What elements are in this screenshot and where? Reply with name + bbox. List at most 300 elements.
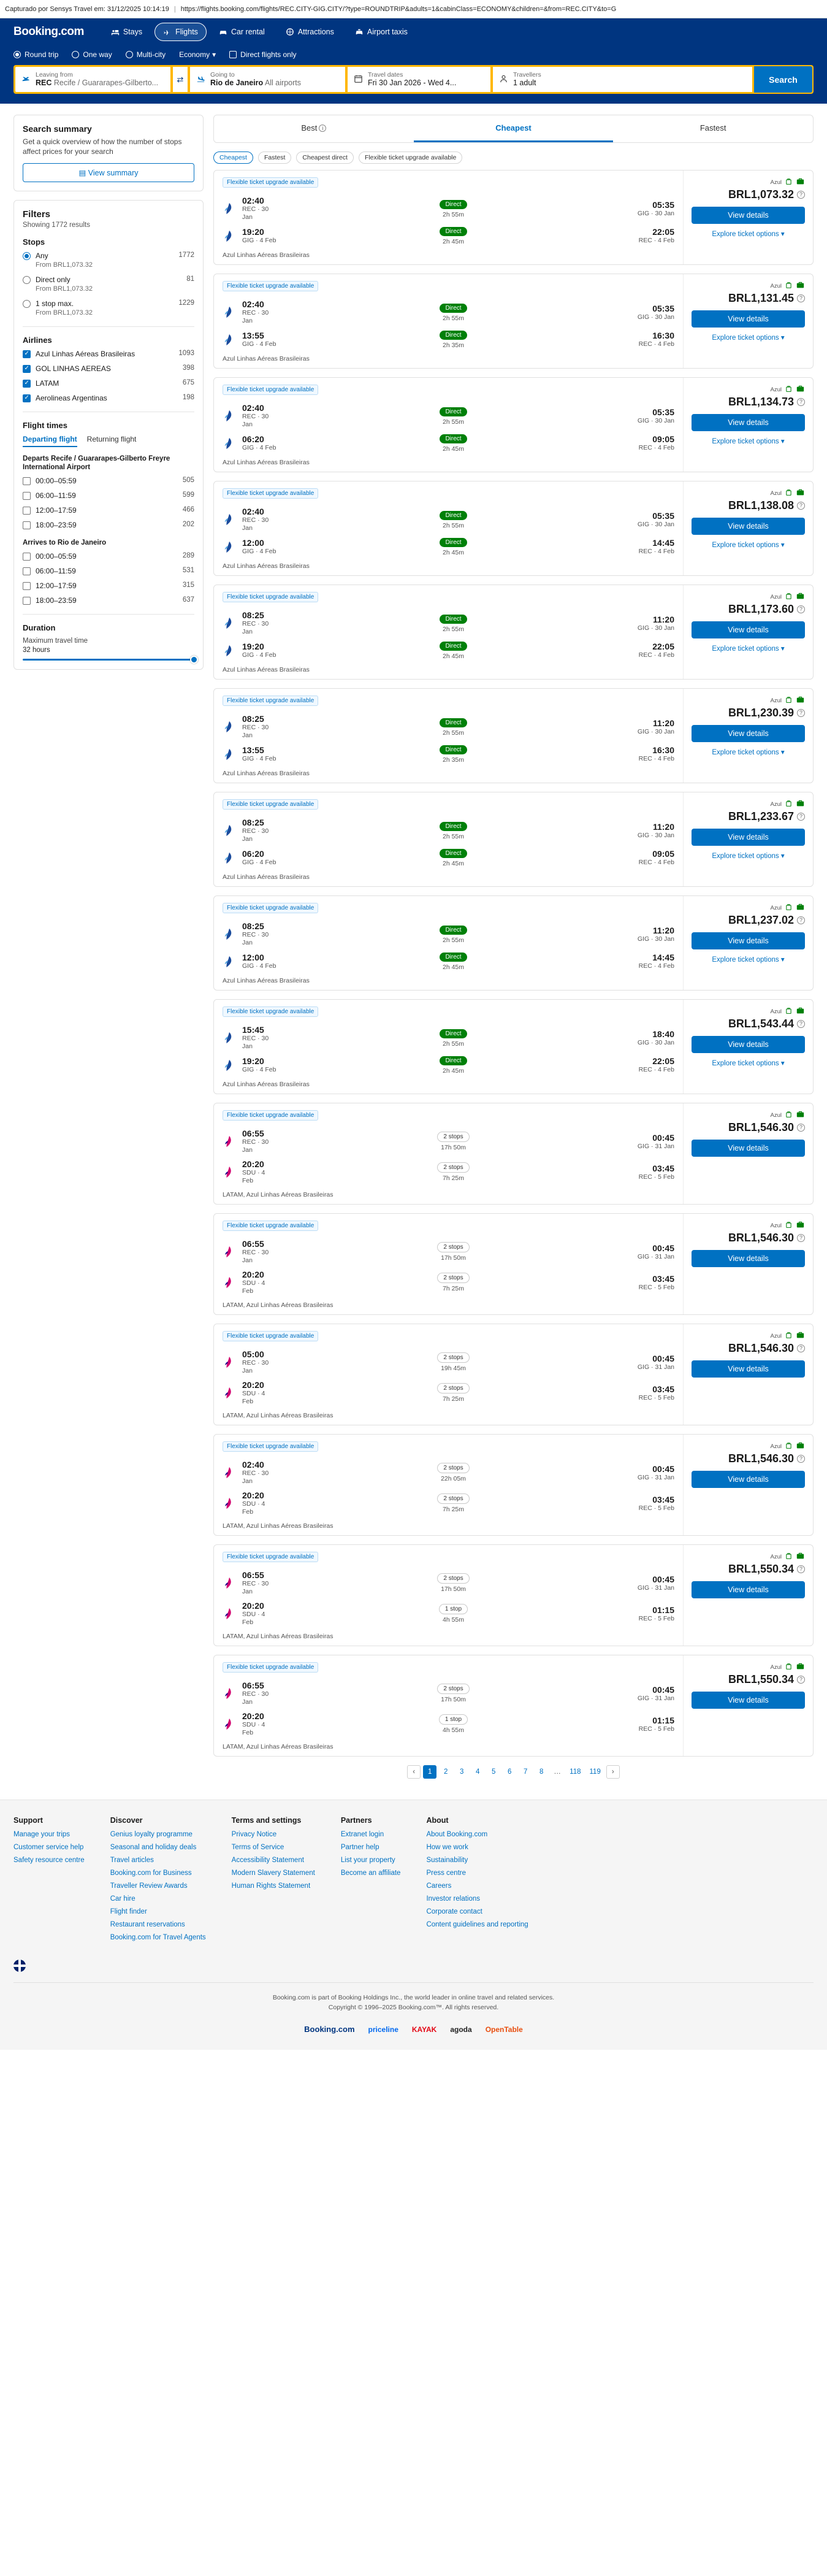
trip-type-round-trip[interactable] <box>13 50 58 59</box>
footer-link[interactable]: Become an affiliate <box>340 1869 401 1877</box>
price-info-icon[interactable]: ? <box>797 916 805 924</box>
arrive-time-2[interactable] <box>23 581 194 591</box>
flight-result-card[interactable] <box>213 688 814 783</box>
search-button[interactable]: Search <box>754 66 812 93</box>
depart-time-2[interactable] <box>23 506 194 515</box>
flexible-ticket-badge: Flexible ticket upgrade available <box>223 799 318 810</box>
baggage-row <box>692 696 805 705</box>
leg-duration: 7h 25m <box>442 1285 465 1292</box>
price-info-icon[interactable]: ? <box>797 1234 805 1242</box>
footer-link[interactable]: Traveller Review Awards <box>110 1882 188 1890</box>
view-details-button[interactable]: View details <box>692 1692 805 1709</box>
footer-link[interactable]: Careers <box>426 1882 452 1890</box>
departure-time: 15:45 <box>242 1025 264 1035</box>
flight-result-card[interactable] <box>213 377 814 472</box>
footer-link[interactable]: List your property <box>340 1857 395 1864</box>
flexible-ticket-badge: Flexible ticket upgrade available <box>223 1552 318 1562</box>
leg-arrival <box>629 1029 674 1047</box>
departure-airport: REC · 30 Jan <box>242 827 269 843</box>
leg-duration: 2h 55m <box>442 314 465 322</box>
arrival-time: 03:45 <box>652 1494 674 1505</box>
destination-field[interactable] <box>189 66 346 93</box>
language-selector[interactable] <box>13 1946 814 1982</box>
flight-card-price-panel <box>683 1214 813 1314</box>
depart-time-1[interactable] <box>23 491 194 500</box>
price-info-icon[interactable]: ? <box>797 191 805 199</box>
leg-middle <box>284 718 623 737</box>
pagination <box>213 1765 814 1779</box>
arrival-time: 00:45 <box>652 1132 674 1143</box>
price-info-icon[interactable]: ? <box>797 294 805 302</box>
baggage-row <box>692 799 805 809</box>
trip-type-label: Round trip <box>25 50 59 59</box>
pagination-page-1[interactable]: 1 <box>423 1765 436 1779</box>
flight-leg <box>223 297 674 328</box>
arrive-time-0[interactable] <box>23 552 194 561</box>
footer-link[interactable]: Accessibility Statement <box>231 1857 304 1864</box>
flight-leg <box>223 742 674 766</box>
sort-tab-best[interactable] <box>214 115 414 142</box>
flight-leg <box>223 328 674 351</box>
chevron-down-icon: ▾ <box>780 645 785 653</box>
view-details-button[interactable]: View details <box>692 829 805 846</box>
search-summary-card <box>13 115 204 191</box>
stops-option-any[interactable] <box>23 251 194 270</box>
view-details-button[interactable]: View details <box>692 414 805 431</box>
flight-result-card[interactable] <box>213 1434 814 1536</box>
leg-arrival <box>629 1574 674 1592</box>
checked-bag-icon <box>796 1662 805 1672</box>
tab-departing-flight[interactable]: Departing flight <box>23 435 77 447</box>
price-info-icon[interactable]: ? <box>797 1565 805 1573</box>
flight-leg <box>223 949 674 973</box>
departure-airport: REC · 30 Jan <box>242 1470 269 1485</box>
swap-button[interactable] <box>172 66 188 93</box>
flight-price <box>728 1232 805 1244</box>
flight-result-card[interactable] <box>213 585 814 680</box>
view-details-button[interactable]: View details <box>692 1140 805 1157</box>
arrival-time: 01:15 <box>652 1604 674 1615</box>
brand-kayak[interactable]: KAYAK <box>411 2025 437 2034</box>
pagination-page-8[interactable]: 8 <box>539 1768 544 1776</box>
arrival-airport: GIG · 30 Jan <box>637 624 674 632</box>
flight-result-card[interactable] <box>213 274 814 369</box>
leg-middle <box>284 1056 623 1075</box>
chip-flexible-ticket[interactable]: Flexible ticket upgrade available <box>359 151 462 164</box>
flight-result-card[interactable] <box>213 481 814 576</box>
leg-middle <box>284 848 623 867</box>
pagination-page-6[interactable]: 6 <box>507 1768 512 1776</box>
taxi-icon <box>355 28 364 36</box>
flight-price <box>728 707 805 719</box>
footer-link[interactable]: Human Rights Statement <box>231 1882 311 1890</box>
flight-result-card[interactable] <box>213 1324 814 1425</box>
flight-result-card[interactable] <box>213 1655 814 1757</box>
operating-carrier: LATAM, Azul Linhas Aéreas Brasileiras <box>223 1301 333 1309</box>
chip-cheapest[interactable]: Cheapest <box>213 151 253 164</box>
pagination-page-2[interactable]: 2 <box>443 1768 448 1776</box>
flight-leg <box>223 401 674 431</box>
checkbox-icon <box>23 492 31 500</box>
view-details-button[interactable]: View details <box>692 1250 805 1267</box>
footer-link[interactable]: Terms of Service <box>231 1844 284 1851</box>
stops-badge: 2 stops <box>437 1463 469 1473</box>
leg-middle <box>284 1029 623 1048</box>
travellers-field[interactable] <box>492 66 753 93</box>
footer-link[interactable]: Sustainability <box>426 1857 468 1864</box>
duration-slider[interactable] <box>23 659 194 661</box>
view-details-button[interactable]: View details <box>692 621 805 638</box>
leg-departure <box>242 642 278 659</box>
quick-filter-chips <box>213 151 814 164</box>
airline-label: GOL LINHAS AEREAS <box>36 364 111 373</box>
footer-link[interactable]: Privacy Notice <box>231 1831 277 1838</box>
price-info-icon[interactable]: ? <box>797 1676 805 1684</box>
airline-option-azul[interactable] <box>23 350 194 359</box>
view-details-button[interactable]: View details <box>692 1581 805 1598</box>
trip-type-one-way[interactable] <box>72 50 112 59</box>
price-info-icon[interactable]: ? <box>797 502 805 510</box>
trip-type-multi-city[interactable] <box>126 50 166 59</box>
explore-label: Explore ticket options <box>712 438 779 445</box>
footer-link[interactable]: Genius loyalty programme <box>110 1831 192 1838</box>
flight-leg <box>223 224 674 248</box>
footer-link[interactable]: Investor relations <box>426 1895 481 1903</box>
stops-badge: 2 stops <box>437 1273 469 1283</box>
arrival-airport: REC · 5 Feb <box>638 1725 674 1733</box>
info-icon[interactable]: i <box>319 125 326 132</box>
flight-result-card[interactable] <box>213 999 814 1094</box>
filters-title: Filters <box>23 209 51 220</box>
leg-departure <box>242 953 278 970</box>
airline-option-gol[interactable] <box>23 364 194 374</box>
brand-opentable[interactable]: OpenTable <box>485 2025 523 2034</box>
nav-item-airport-taxis[interactable] <box>346 23 416 41</box>
flight-card-price-panel <box>683 274 813 368</box>
footer-link[interactable]: Booking.com for Travel Agents <box>110 1934 206 1941</box>
view-details-button[interactable]: View details <box>692 518 805 535</box>
flexible-ticket-badge: Flexible ticket upgrade available <box>223 281 318 291</box>
explore-ticket-options-link[interactable] <box>692 644 805 653</box>
nav-item-attractions[interactable] <box>277 23 343 41</box>
view-details-button[interactable]: View details <box>692 207 805 224</box>
operating-carrier: Azul Linhas Aéreas Brasileiras <box>223 355 310 362</box>
leg-duration: 22h 05m <box>441 1475 466 1482</box>
leg-duration: 2h 55m <box>442 729 465 737</box>
azul-logo <box>223 305 236 319</box>
leg-duration: 2h 55m <box>442 418 465 426</box>
departure-airport: GIG · 4 Feb <box>242 444 276 451</box>
footer-link[interactable]: Booking.com for Business <box>110 1869 192 1877</box>
chevron-down-icon: ▾ <box>780 1060 785 1067</box>
price-info-icon[interactable]: ? <box>797 813 805 821</box>
price-info-icon[interactable]: ? <box>797 1344 805 1352</box>
explore-ticket-options-link[interactable] <box>692 540 805 549</box>
price-info-icon[interactable]: ? <box>797 1124 805 1132</box>
operating-carrier: LATAM, Azul Linhas Aéreas Brasileiras <box>223 1522 333 1530</box>
airline-label: Aerolineas Argentinas <box>36 394 107 402</box>
dates-field[interactable] <box>347 66 491 93</box>
arrival-airport: REC · 4 Feb <box>638 340 674 348</box>
arrival-airport: REC · 4 Feb <box>638 651 674 659</box>
baggage-airline-label: Azul <box>770 1222 782 1229</box>
leg-arrival <box>629 407 674 425</box>
departure-time: 08:25 <box>242 610 264 620</box>
footer-link[interactable]: About Booking.com <box>426 1831 488 1838</box>
flight-result-card[interactable] <box>213 1213 814 1315</box>
pagination-page-3[interactable]: 3 <box>459 1768 464 1776</box>
arrival-time: 00:45 <box>652 1574 674 1584</box>
departure-time: 02:40 <box>242 196 264 205</box>
depart-time-0[interactable] <box>23 477 194 486</box>
baggage-row <box>692 1662 805 1672</box>
leg-middle <box>284 1383 623 1403</box>
pagination-page-119[interactable]: 119 <box>589 1768 601 1776</box>
cabin-bag-icon <box>785 696 793 705</box>
pagination-page-5[interactable]: 5 <box>491 1768 496 1776</box>
leg-departure <box>242 818 278 843</box>
calendar-icon <box>354 74 363 85</box>
cabin-class-select[interactable] <box>179 50 216 59</box>
radio-icon <box>23 276 31 284</box>
checked-bag-icon <box>796 1331 805 1341</box>
arrive-time-1[interactable] <box>23 567 194 576</box>
leg-middle <box>284 303 623 322</box>
departure-time: 12:00 <box>242 538 264 548</box>
leg-departure <box>242 299 278 325</box>
footer-link[interactable]: How we work <box>426 1844 468 1851</box>
arrive-time-count: 637 <box>182 596 194 604</box>
footer-link[interactable]: Restaurant reservations <box>110 1921 185 1928</box>
departure-time: 20:20 <box>242 1711 264 1721</box>
stops-option-direct-only[interactable] <box>23 275 194 294</box>
azul-logo <box>223 720 236 734</box>
explore-ticket-options-link[interactable] <box>692 437 805 445</box>
depart-time-label: 00:00–05:59 <box>36 477 77 485</box>
arrival-time: 01:15 <box>652 1715 674 1725</box>
flight-result-card[interactable] <box>213 1544 814 1646</box>
azul-logo <box>223 1031 236 1045</box>
explore-label: Explore ticket options <box>712 956 779 964</box>
nav-item-car-rental[interactable] <box>210 23 273 41</box>
flight-result-card[interactable] <box>213 792 814 887</box>
stops-count: 1229 <box>178 299 194 307</box>
stops-badge: 2 stops <box>437 1684 469 1694</box>
origin-field[interactable] <box>15 66 171 93</box>
azul-logo <box>223 513 236 526</box>
view-details-button[interactable]: View details <box>692 1471 805 1488</box>
pagination-prev[interactable]: ‹ <box>407 1765 421 1779</box>
view-details-button[interactable]: View details <box>692 932 805 949</box>
explore-ticket-options-link[interactable] <box>692 1059 805 1067</box>
brand-priceline[interactable]: priceline <box>368 2025 398 2034</box>
flexible-ticket-badge: Flexible ticket upgrade available <box>223 1110 318 1121</box>
departure-time: 06:55 <box>242 1239 264 1249</box>
price-amount: BRL1,546.30 <box>728 1121 794 1133</box>
brand-booking[interactable]: Booking.com <box>304 2025 355 2034</box>
flight-leg <box>223 504 674 535</box>
footer-link[interactable]: Extranet login <box>340 1831 384 1838</box>
brand-agoda[interactable]: agoda <box>450 2025 472 2034</box>
footer-link[interactable]: Customer service help <box>13 1844 84 1851</box>
flight-card-price-panel <box>683 1545 813 1646</box>
cabin-bag-icon <box>785 1441 793 1451</box>
price-info-icon[interactable]: ? <box>797 709 805 717</box>
direct-flights-only-checkbox[interactable] <box>229 50 296 59</box>
baggage-row <box>692 385 805 394</box>
footer-link[interactable]: Manage your trips <box>13 1831 71 1838</box>
airline-option-aerolineas[interactable] <box>23 394 194 403</box>
pagination-next[interactable]: › <box>606 1765 620 1779</box>
leg-arrival <box>629 615 674 632</box>
arrive-time-3[interactable] <box>23 596 194 605</box>
operating-carrier: Azul Linhas Aéreas Brasileiras <box>223 873 310 881</box>
tab-returning-flight[interactable]: Returning flight <box>86 435 137 443</box>
departure-time: 06:55 <box>242 1129 264 1138</box>
azul-logo <box>223 409 236 423</box>
departure-time: 13:55 <box>242 331 264 340</box>
arrival-airport: REC · 4 Feb <box>638 859 674 866</box>
explore-ticket-options-link[interactable] <box>692 748 805 756</box>
departure-time: 08:25 <box>242 714 264 724</box>
price-info-icon[interactable]: ? <box>797 398 805 406</box>
flight-results-list <box>213 170 814 1757</box>
footer-link[interactable]: Partner help <box>340 1844 379 1851</box>
view-details-button[interactable]: View details <box>692 1036 805 1053</box>
view-summary-label: View summary <box>88 169 139 177</box>
checkbox-icon <box>23 521 31 529</box>
sort-tabs <box>213 115 814 143</box>
chip-cheapest-direct[interactable]: Cheapest direct <box>296 151 354 164</box>
flight-price <box>728 810 805 823</box>
price-info-icon[interactable]: ? <box>797 605 805 613</box>
explore-ticket-options-link[interactable] <box>692 229 805 238</box>
footer-link[interactable]: Content guidelines and reporting <box>426 1921 528 1928</box>
view-details-button[interactable]: View details <box>692 310 805 328</box>
flight-card-details <box>214 1655 683 1756</box>
footer-link[interactable]: Flight finder <box>110 1908 147 1915</box>
leg-duration: 2h 55m <box>442 625 465 633</box>
direct-flights-only-label: Direct flights only <box>240 50 297 59</box>
price-amount: BRL1,546.30 <box>728 1232 794 1244</box>
pagination-page-4[interactable]: 4 <box>475 1768 480 1776</box>
footer-link[interactable]: Modern Slavery Statement <box>231 1869 315 1877</box>
footer-link[interactable]: Car hire <box>110 1895 135 1903</box>
flight-leg <box>223 1488 674 1519</box>
stops-badge: Direct <box>440 200 467 209</box>
explore-ticket-options-link[interactable] <box>692 333 805 342</box>
leg-duration: 2h 35m <box>442 342 465 349</box>
flight-price <box>728 1018 805 1030</box>
pagination-page-118[interactable]: 118 <box>570 1768 581 1776</box>
stops-badge: Direct <box>440 953 467 962</box>
footer-link[interactable]: Press centre <box>426 1869 466 1877</box>
site-footer <box>0 1800 827 2050</box>
stops-badge: 2 stops <box>437 1132 469 1142</box>
depart-time-3[interactable] <box>23 521 194 530</box>
search-bar <box>13 65 814 94</box>
checked-bag-icon <box>796 592 805 602</box>
footer-link[interactable]: Safety resource centre <box>13 1857 85 1864</box>
footer-link[interactable]: Seasonal and holiday deals <box>110 1844 197 1851</box>
leg-arrival <box>629 1163 674 1181</box>
arrive-time-label: 00:00–05:59 <box>36 552 77 561</box>
checkbox-icon <box>229 51 237 58</box>
footer-link[interactable]: Corporate contact <box>426 1908 482 1915</box>
view-details-button[interactable]: View details <box>692 1360 805 1378</box>
sort-tab-label: Best <box>301 123 318 132</box>
price-amount: BRL1,131.45 <box>728 292 794 304</box>
price-info-icon[interactable]: ? <box>797 1455 805 1463</box>
flight-result-card[interactable] <box>213 170 814 265</box>
slider-handle[interactable] <box>190 656 198 664</box>
leg-middle <box>284 434 623 453</box>
duration-subtitle: Maximum travel time <box>23 637 88 645</box>
stops-badge: Direct <box>440 642 467 651</box>
leg-departure <box>242 610 278 636</box>
departure-time: 02:40 <box>242 507 264 516</box>
pagination-page-7[interactable]: 7 <box>523 1768 528 1776</box>
operating-carrier: LATAM, Azul Linhas Aéreas Brasileiras <box>223 1191 333 1198</box>
latam-logo <box>223 1717 236 1731</box>
arrival-airport: REC · 4 Feb <box>638 237 674 244</box>
destination-label: Going to <box>210 71 235 79</box>
operating-carrier: Azul Linhas Aéreas Brasileiras <box>223 977 310 984</box>
arrival-airport: GIG · 30 Jan <box>637 416 674 424</box>
explore-ticket-options-link[interactable] <box>692 955 805 964</box>
leg-departure <box>242 1270 278 1295</box>
booking-logo[interactable]: Booking.com <box>13 25 84 38</box>
sort-tab-cheapest[interactable] <box>414 115 614 142</box>
view-summary-button[interactable] <box>23 163 194 182</box>
explore-ticket-options-link[interactable] <box>692 851 805 860</box>
nav-item-flights[interactable] <box>154 23 207 41</box>
flight-leg <box>223 608 674 638</box>
baggage-airline-label: Azul <box>770 697 782 704</box>
footer-link[interactable]: Travel articles <box>110 1857 154 1864</box>
arrival-time: 03:45 <box>652 1273 674 1284</box>
stops-count: 81 <box>186 275 194 283</box>
flight-result-card[interactable] <box>213 1103 814 1205</box>
cabin-bag-icon <box>785 592 793 602</box>
stops-option-one-stop-max[interactable] <box>23 299 194 318</box>
leg-middle <box>284 614 623 633</box>
leg-arrival <box>629 227 674 245</box>
departure-airport: REC · 30 Jan <box>242 205 269 221</box>
checked-bag-icon <box>796 488 805 498</box>
leg-duration: 19h 45m <box>441 1365 466 1372</box>
flexible-ticket-badge: Flexible ticket upgrade available <box>223 385 318 395</box>
baggage-row <box>692 903 805 913</box>
departure-airport: REC · 30 Jan <box>242 1690 269 1706</box>
leg-duration: 2h 55m <box>442 210 465 218</box>
leg-departure <box>242 1570 278 1596</box>
airline-option-latam[interactable] <box>23 379 194 388</box>
takeoff-icon <box>21 74 31 85</box>
arrival-airport: GIG · 30 Jan <box>637 313 674 321</box>
airline-count: 675 <box>182 379 194 386</box>
price-info-icon[interactable]: ? <box>797 1020 805 1028</box>
chip-fastest[interactable]: Fastest <box>258 151 291 164</box>
azul-logo <box>223 540 236 554</box>
flight-price <box>728 1121 805 1134</box>
view-details-button[interactable]: View details <box>692 725 805 742</box>
flight-result-card[interactable] <box>213 895 814 991</box>
nav-item-stays[interactable] <box>102 23 151 41</box>
sort-tab-fastest[interactable] <box>613 115 813 142</box>
flight-card-details <box>214 896 683 990</box>
nav-label: Flights <box>175 28 198 36</box>
